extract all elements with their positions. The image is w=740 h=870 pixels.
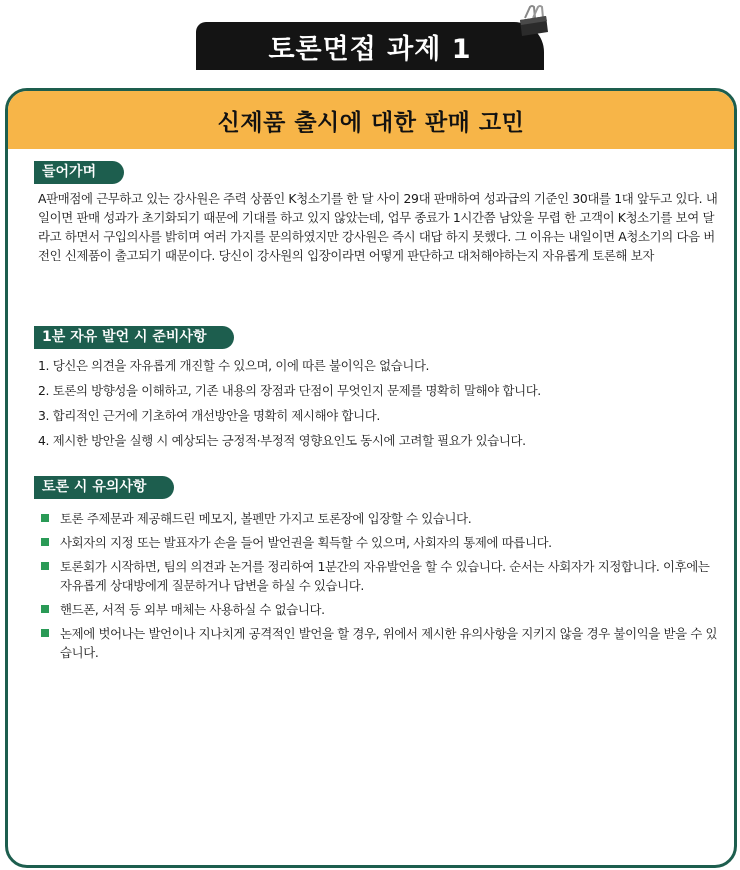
list-item bbox=[38, 600, 718, 619]
rule-text: 토론회가 시작하면, 팀의 의견과 논거를 정리하여 1분간의 자유발언을 할 수 있습니다. 순서는 사회자가 지정합니다. 이후에는 자유롭게 상대방에게 질문하거나 답변을 하실 수 있습니다. bbox=[60, 559, 710, 593]
square-bullet-icon bbox=[41, 514, 49, 522]
list-item: 1. 당신은 의견을 자유롭게 개진할 수 있으며, 이에 따른 불이익은 없습니다. bbox=[38, 358, 430, 373]
rule-text: 핸드폰, 서적 등 외부 매체는 사용하실 수 없습니다. bbox=[60, 602, 325, 617]
intro-label: 들어가며 bbox=[34, 161, 124, 184]
list-item: 2. 토론의 방향성을 이해하고, 기존 내용의 장점과 단점이 무엇인지 문제를 명확히 말해야 합니다. bbox=[38, 383, 541, 398]
topic-card bbox=[5, 88, 737, 868]
list-item bbox=[38, 533, 718, 552]
rule-text: 토론 주제문과 제공해드린 메모지, 볼펜만 가지고 토론장에 입장할 수 있습니다. bbox=[60, 511, 472, 526]
page-title: 토론면접 과제 1 bbox=[196, 22, 544, 70]
prep-label: 1분 자유 발언 시 준비사항 bbox=[34, 326, 234, 349]
rules-list bbox=[38, 509, 718, 667]
list-item: 4. 제시한 방안을 실행 시 예상되는 긍정적·부정적 영향요인도 동시에 고려할 필요가 있습니다. bbox=[38, 433, 526, 448]
square-bullet-icon bbox=[41, 629, 49, 637]
rule-text: 사회자의 지정 또는 발표자가 손을 들어 발언권을 획득할 수 있으며, 사회자의 통제에 따릅니다. bbox=[60, 535, 552, 550]
rules-label: 토론 시 유의사항 bbox=[34, 476, 174, 499]
intro-text: A판매점에 근무하고 있는 강사원은 주력 상품인 K청소기를 한 달 사이 29대 판매하여 성과급의 기준인 30대를 1대 앞두고 있다. 내일이면 판매 성과가 초기화되기 때문에 기대를 하고 있지 않았는데, 업무 종료가 1시간쯤 남았을 무렵 한 고객이 K청소기를 보여 달라고 하면서 구입의사를 밝히며 여러 가지를 문의하였지만 강사원은 즉시 대답 하지 못했다. 그 이유는 내일이면 A청소기의 다음 버전인 신제품이 출고되기 때문이다. 당신이 강사원의 입장이라면 어떻게 판단하고 대처해야하는지 자유롭게 토론해 보자 bbox=[38, 191, 718, 263]
topic-heading: 신제품 출시에 대한 판매 고민 bbox=[8, 91, 734, 149]
list-item bbox=[38, 624, 718, 662]
prep-list bbox=[38, 356, 718, 456]
list-item bbox=[38, 557, 718, 595]
square-bullet-icon bbox=[41, 538, 49, 546]
square-bullet-icon bbox=[41, 605, 49, 613]
rule-text: 논제에 벗어나는 발언이나 지나치게 공격적인 발언을 할 경우, 위에서 제시한 유의사항을 지키지 않을 경우 불이익을 받을 수 있습니다. bbox=[60, 626, 718, 660]
binder-clip-icon bbox=[516, 4, 552, 40]
list-item bbox=[38, 509, 718, 528]
list-item: 3. 합리적인 근거에 기초하여 개선방안을 명확히 제시해야 합니다. bbox=[38, 408, 380, 423]
square-bullet-icon bbox=[41, 562, 49, 570]
